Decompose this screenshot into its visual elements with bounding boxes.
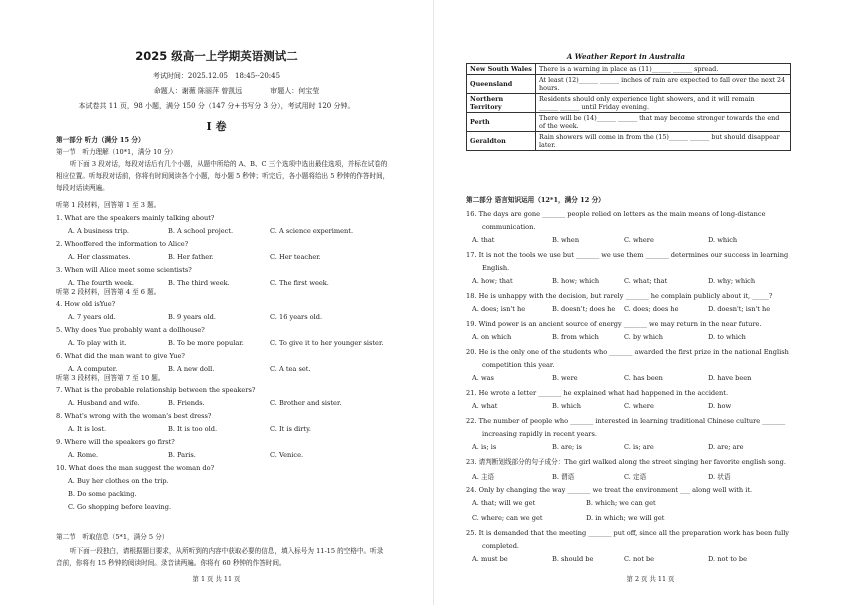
grammar-question-cont: completed. (482, 542, 520, 550)
grammar-question-stem: 19. Wind power is an ancient source of energy _______ we may return in the near future. (466, 320, 762, 328)
option-a[interactable]: A. A business trip. (68, 227, 130, 235)
weather-description[interactable] (536, 132, 791, 151)
option-c[interactable]: C. not be (624, 555, 655, 563)
question-stem: 8. What's wrong with the woman's best dress? (56, 412, 212, 420)
option-b[interactable]: B. Paris. (168, 451, 196, 459)
question-stem: 4. How old isYue? (56, 300, 116, 308)
option-c[interactable]: C. by which (624, 333, 663, 341)
weather-row (467, 132, 791, 151)
page-2-footer: 第 2 页 共 11 页 (626, 575, 675, 583)
conversation-3-label: 听第 3 段材料，回答第 7 至 10 题。 (56, 374, 165, 382)
option-d[interactable]: D. why; which (708, 277, 756, 285)
part1-section2: 第二节 听取信息（5*1，满分 5 分） (56, 533, 169, 541)
option-a[interactable]: A. Her classmates. (68, 253, 131, 261)
conversation-2-label: 听第 2 段材料，回答第 4 至 6 题。 (56, 288, 161, 296)
weather-line-1: There will be (14)______ ______ that may become stronger towards the end (539, 114, 780, 122)
weather-description[interactable] (536, 94, 791, 113)
option-c[interactable]: C. where (624, 402, 654, 410)
option-b[interactable]: B. 9 years old. (168, 313, 216, 321)
option-b[interactable]: B. which (552, 402, 581, 410)
option-a[interactable]: A. To play with it. (68, 339, 127, 347)
exam-info: 本试卷共 11 页，98 小题，满分 150 分（147 分+书写分 3 分），考试用时 120 分钟。 (78, 102, 355, 110)
weather-line-1: Residents should only experience light showers, and it will remain (539, 95, 755, 103)
exam-authors: 命题人：谢薇 陈丽萍 曾凯远 审题人：何宝莹 (153, 87, 320, 95)
option-a[interactable]: A. that (472, 236, 495, 244)
option-a[interactable]: A. how; that (472, 277, 513, 285)
option-b[interactable]: B. It is too old. (168, 425, 218, 433)
question-stem: 6. What did the man want to give Yue? (56, 352, 185, 360)
exam-time: 考试时间：2025.12.05 18:45--20:45 (152, 72, 281, 80)
part2-heading: 第二部分 语言知识运用（12*1，满分 12 分） (466, 196, 605, 204)
option-a[interactable]: A. It is lost. (68, 425, 107, 433)
weather-report-table (466, 63, 791, 151)
option-b[interactable]: B. doesn't; does he (552, 305, 616, 313)
question-stem: 1. What are the speakers mainly talking about? (56, 214, 215, 222)
part1-instr-2: 相应位置。听每段对话前，你将有时间阅读各个小题，每小题 5 秒钟；听完后，各小题将给出 5 秒钟的作答时间， (56, 172, 390, 180)
option-c[interactable]: C. what; that (624, 277, 668, 285)
part1-heading: 第一部分 听力（满分 15 分） (56, 136, 145, 144)
option-b[interactable]: B. how; which (552, 277, 600, 285)
grammar-question-cont: competition this year. (482, 361, 555, 369)
weather-row (467, 75, 791, 94)
option-c[interactable]: C. does; does he (624, 305, 679, 313)
option-a[interactable]: A. does; isn't he (472, 305, 526, 313)
weather-line-1: There is a warning in place as (11)______ ______ spread. (539, 65, 719, 73)
weather-region: Northern Territory (467, 94, 536, 113)
option-b[interactable]: B. should be (552, 555, 594, 563)
option-c[interactable]: C. has been (624, 374, 663, 382)
question-stem: 5. Why does Yue probably want a dollhouse? (56, 326, 205, 334)
option-a[interactable]: A. what (472, 402, 498, 410)
option-a[interactable]: A. on which (472, 333, 512, 341)
grammar-question-stem: 24. Only by changing the way _______ we treat the environment ___ along well with it. (466, 486, 753, 494)
option-c[interactable]: C. Brother and sister. (270, 399, 342, 407)
part1-instr-4: 听下面一段独白，请根据题目要求，从所听到的内容中获取必要的信息，填入标号为 11-15 的空格中。听录 (70, 547, 384, 555)
part1-instr-5: 音前，你将有 15 秒钟的阅读时间。录音读两遍。你将有 60 秒钟的作答时间。 (56, 559, 286, 567)
option-c[interactable]: C. is; are (624, 443, 654, 451)
option-a[interactable]: A. Rome. (68, 451, 99, 459)
option-c[interactable]: C. 16 years old. (270, 313, 323, 321)
grammar-question-stem: 18. He is unhappy with the decision, but rarely _______ he complain publicly about it, _____? (466, 292, 773, 300)
option-b[interactable]: B. are; is (552, 443, 582, 451)
option-c[interactable]: C. To give it to her younger sister. (270, 339, 384, 347)
option-c[interactable]: C. Her teacher. (270, 253, 321, 261)
option-a[interactable]: A. 主语 (472, 473, 495, 481)
option-a[interactable]: A. Buy her clothes on the trip. (68, 477, 169, 485)
option-a[interactable]: A. was (472, 374, 494, 382)
weather-line-2: hours. (539, 84, 560, 92)
option-c[interactable]: C. Venice. (270, 451, 304, 459)
part1-instr-3: 每段对话读两遍。 (56, 184, 109, 192)
question-stem: 2. Whooffered the information to Alice? (56, 240, 189, 248)
grammar-question-stem: 25. It is demanded that the meeting _______ put off, since all the preparation work has been fully (466, 529, 790, 537)
grammar-question-stem: 16. The days are gone _______ people relied on letters as the main means of long-distance (466, 210, 766, 218)
weather-row (467, 94, 791, 113)
option-b[interactable]: B. from which (552, 333, 599, 341)
grammar-question-stem: 20. He is the only one of the students who _______ awarded the first prize in the national English (466, 348, 789, 356)
option-b[interactable]: B. Her father. (168, 253, 214, 261)
grammar-question-stem: 22. The number of people who _______ interested in learning traditional Chinese culture _______ (466, 417, 786, 425)
exam-title: 2025 级高一上学期英语测试二 (135, 49, 298, 63)
option-b[interactable]: B. Friends. (168, 399, 205, 407)
weather-description[interactable] (536, 64, 791, 75)
part1-section1: 第一节 听力理解（10*1，满分 10 分） (56, 148, 177, 156)
option-a[interactable]: C. where; can we get (472, 514, 543, 522)
option-b[interactable]: B. when (552, 236, 580, 244)
option-d[interactable]: D. how (708, 402, 732, 410)
option-d[interactable]: D. have been (708, 374, 752, 382)
option-b[interactable]: B. To be more popular. (168, 339, 244, 347)
weather-region: Geraldton (467, 132, 536, 151)
option-c[interactable]: C. Go shopping before leaving. (68, 503, 172, 511)
question-stem: 10. What does the man suggest the woman do? (56, 464, 215, 472)
option-b[interactable]: B. which; we can get (586, 499, 656, 507)
weather-line-1: Rain showers will come in from the (15)______ ______ but should disappear (539, 133, 780, 141)
weather-report-title: A Weather Report in Australia (566, 52, 686, 61)
option-c[interactable]: C. It is dirty. (270, 425, 312, 433)
question-stem: 7. What is the probable relationship between the speakers? (56, 386, 256, 394)
option-a[interactable]: A. that; will we get (472, 499, 536, 507)
weather-line-2: ______ ______ until Friday evening. (539, 103, 649, 111)
part1-instr-1: 听下面 3 段对话，每段对话后有几个小题，从题中所给的 A、B、C 三个选项中选出最佳选项，并标在试卷的 (70, 160, 388, 168)
weather-description[interactable] (536, 75, 791, 94)
weather-line-2: later. (539, 141, 556, 149)
weather-line-2: of the week. (539, 122, 579, 130)
conversation-1-label: 听第 1 段材料，回答第 1 至 3 题。 (56, 201, 161, 209)
option-b[interactable]: B. Do some packing. (68, 490, 137, 498)
question-stem: 3. When will Alice meet some scientists? (56, 266, 192, 274)
option-d[interactable]: D. to which (708, 333, 746, 341)
weather-description[interactable] (536, 113, 791, 132)
option-a[interactable]: A. The fourth week. (68, 279, 134, 287)
option-c[interactable]: C. where (624, 236, 654, 244)
option-a[interactable]: A. Husband and wife. (68, 399, 140, 407)
grammar-question-stem: 17. It is not the tools we use but _______ we use them _______ determines our success in learning (466, 251, 789, 259)
option-c[interactable]: C. 定语 (624, 473, 647, 481)
weather-region: Perth (467, 113, 536, 132)
grammar-question-cont: communication. (482, 223, 536, 231)
weather-row (467, 64, 791, 75)
weather-region: New South Wales (467, 64, 536, 75)
grammar-question-cont: English. (482, 264, 510, 272)
grammar-question-cont: increasing rapidly in recent years. (482, 430, 597, 438)
weather-line-1: At least (12)______ ______ inches of rain are expected to fall over the next 24 (539, 76, 786, 84)
option-b[interactable]: D. in which; we will get (586, 514, 665, 522)
option-c[interactable]: C. A science experiment. (270, 227, 354, 235)
option-d[interactable]: D. which (708, 236, 738, 244)
option-d[interactable]: D. are; are (708, 443, 744, 451)
option-a[interactable]: A. is; is (472, 443, 497, 451)
grammar-question-stem: 21. He wrote a letter _______ he explained what had happened in the accident. (466, 389, 729, 397)
question-stem: 9. Where will the speakers go first? (56, 438, 175, 446)
volume-label: I 卷 (206, 120, 227, 133)
option-a[interactable]: A. 7 years old. (68, 313, 116, 321)
option-b[interactable]: B. 谓语 (552, 473, 575, 481)
option-d[interactable]: D. doesn't; isn't he (708, 305, 771, 313)
grammar-question-stem: 23. 请判断划线部分的句子成分：The girl walked along the street singing her favorite english song. (466, 458, 786, 466)
option-b[interactable]: B. The third week. (168, 279, 230, 287)
page-1-footer: 第 1 页 共 11 页 (192, 575, 241, 583)
option-c[interactable]: C. The first week. (270, 279, 329, 287)
weather-row (467, 113, 791, 132)
option-b[interactable]: B. were (552, 374, 578, 382)
option-c[interactable]: C. A tea set. (270, 365, 311, 373)
option-b[interactable]: B. A new doll. (168, 365, 215, 373)
option-d[interactable]: D. not to be (708, 555, 748, 563)
option-a[interactable]: A. must be (472, 555, 508, 563)
weather-region: Queensland (467, 75, 536, 94)
option-b[interactable]: B. A school project. (168, 227, 234, 235)
option-d[interactable]: D. 状语 (708, 473, 731, 481)
option-a[interactable]: A. A computer. (68, 365, 118, 373)
